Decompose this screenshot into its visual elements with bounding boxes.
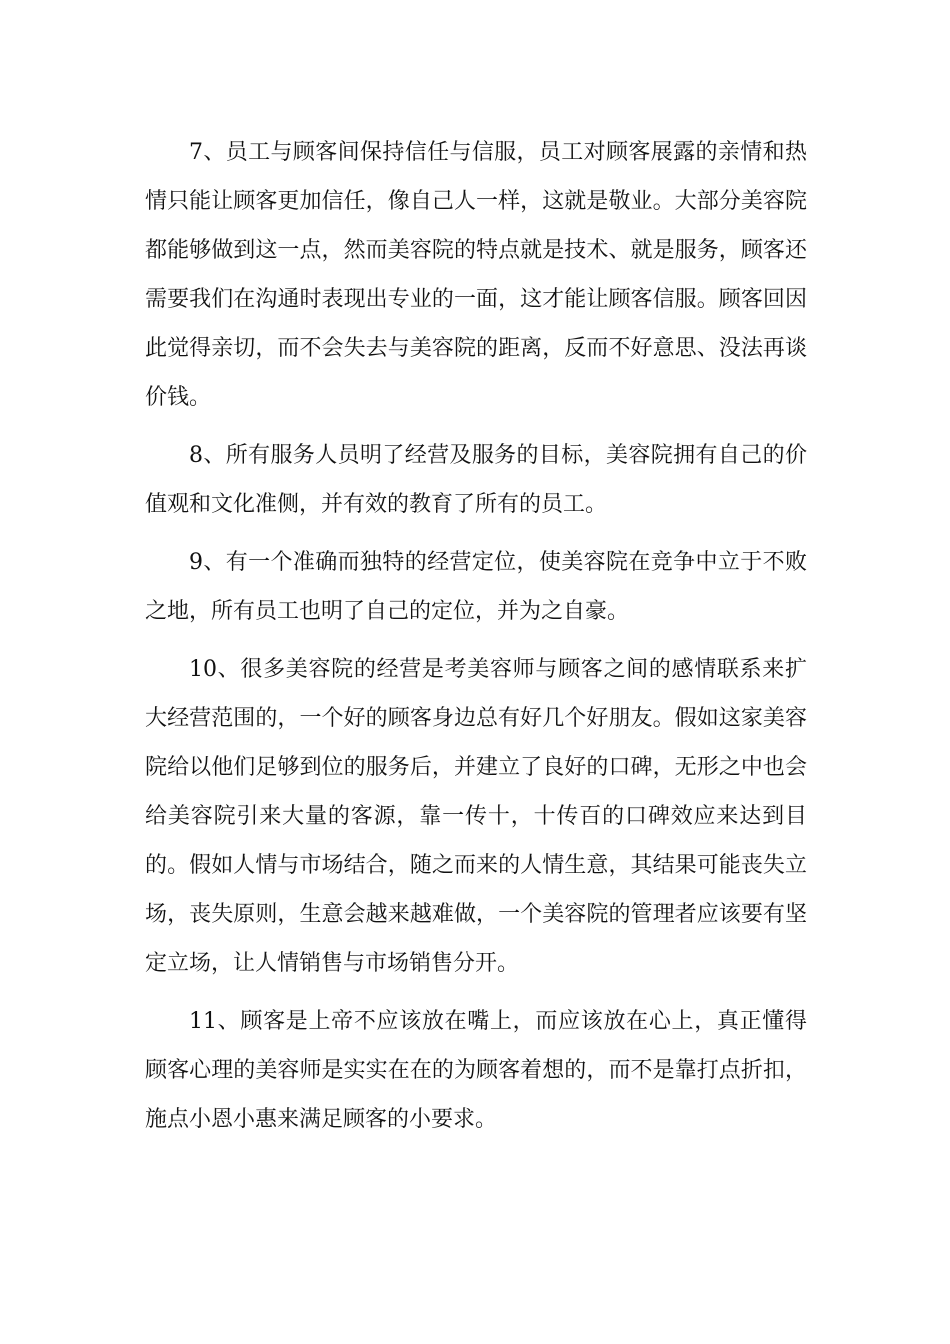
paragraph-7: 7、员工与顾客间保持信任与信服，员工对顾客展露的亲情和热情只能让顾客更加信任，像自己人一样，这就是敬业。大部分美容院都能够做到这一点，然而美容院的特点就是技术、就是服务，顾客还需要我们在沟通时表现出专业的一面，这才能让顾客信服。顾客回因此觉得亲切，而不会失去与美容院的距离，反而不好意思、没法再谈价钱。 xyxy=(145,140,807,410)
paragraph-8: 8、所有服务人员明了经营及服务的目标，美容院拥有自己的价值观和文化准侧，并有效的教育了所有的员工。 xyxy=(145,443,807,517)
paragraph-9: 9、有一个准确而独特的经营定位，使美容院在竞争中立于不败之地，所有员工也明了自己的定位，并为之自豪。 xyxy=(145,550,807,624)
document-body xyxy=(145,128,807,1153)
paragraph-10: 10、很多美容院的经营是考美容师与顾客之间的感情联系来扩大经营范围的，一个好的顾客身边总有好几个好朋友。假如这家美容院给以他们足够到位的服务后，并建立了良好的口碑，无形之中也会给美容院引来大量的客源，靠一传十，十传百的口碑效应来达到目的。假如人情与市场结合，随之而来的人情生意，其结果可能丧失立场，丧失原则，生意会越来越难做，一个美容院的管理者应该要有坚定立场，让人情销售与市场销售分开。 xyxy=(145,657,807,976)
paragraph-11: 11、顾客是上帝不应该放在嘴上，而应该放在心上，真正懂得顾客心理的美容师是实实在在的为顾客着想的，而不是靠打点折扣，施点小恩小惠来满足顾客的小要求。 xyxy=(145,1009,807,1132)
